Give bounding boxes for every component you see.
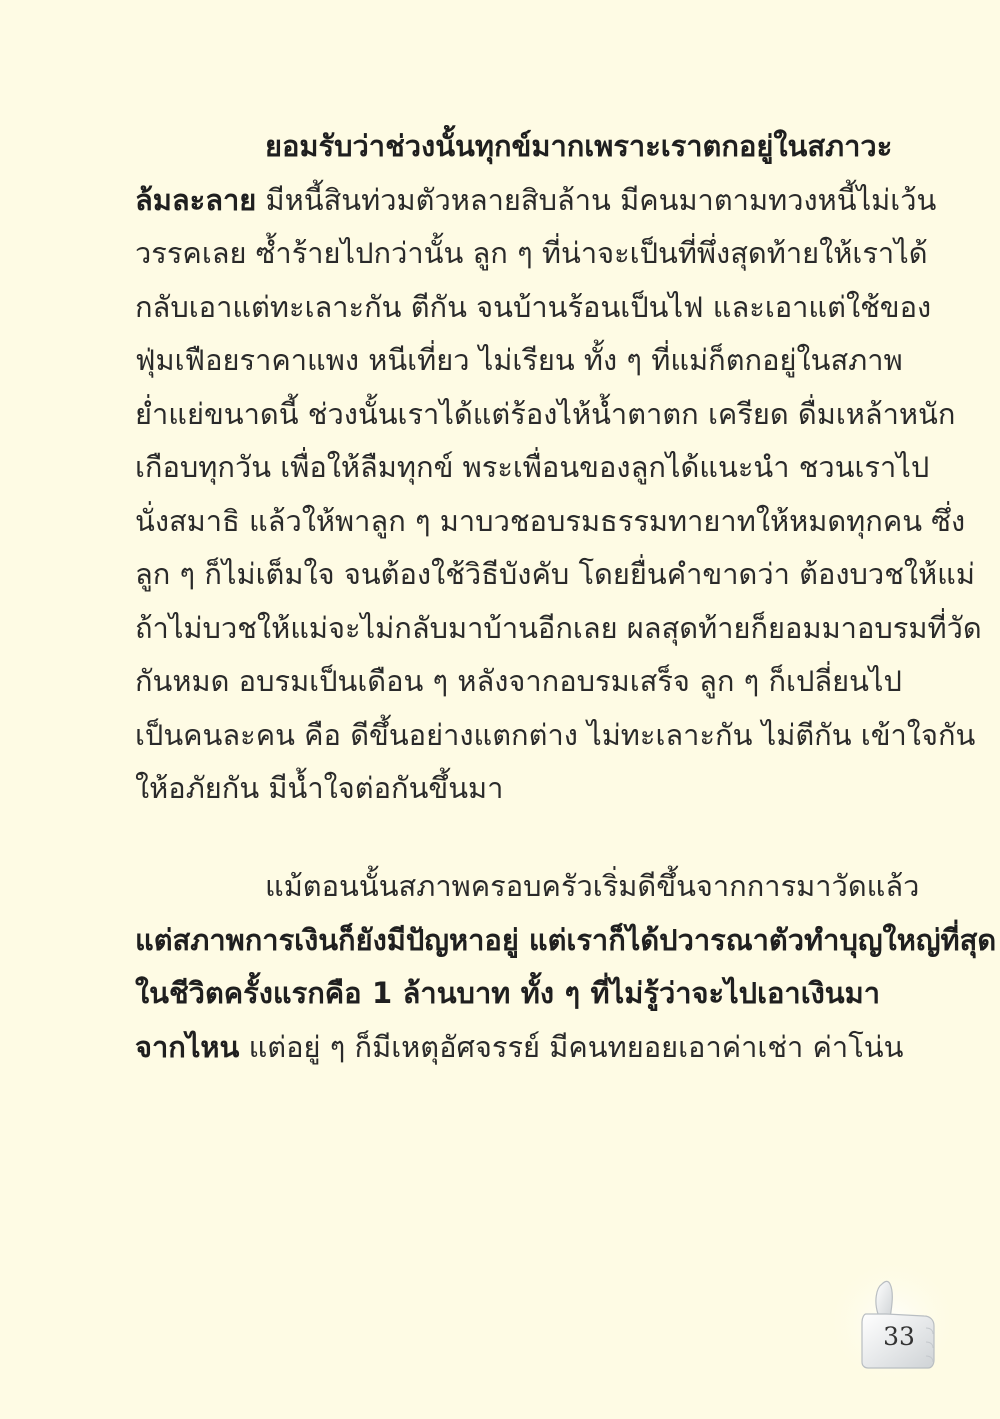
bold-text: จากไหน	[135, 1029, 240, 1064]
paragraph-1-line: วรรคเลย ซ้ำร้ายไปกว่านั้น ลูก ๆ ที่น่าจะเป็นที่พึ่งสุดท้ายให้เราได้	[135, 236, 928, 270]
body-text: มีหนี้สินท่วมตัวหลายสิบล้าน มีคนมาตามทวงหนี้ไม่เว้น	[256, 182, 937, 217]
paragraph-1-line: กันหมด อบรมเป็นเดือน ๆ หลังจากอบรมเสร็จ ลูก ๆ ก็เปลี่ยนไป	[135, 664, 902, 698]
bold-text: ล้มละลาย	[135, 182, 257, 217]
paragraph-2-line: แม้ตอนนั้นสภาพครอบครัวเริ่มดีขึ้นจากการมาวัดแล้ว	[265, 869, 920, 903]
paragraph-2-line: แต่สภาพการเงินก็ยังมีปัญหาอยู่ แต่เราก็ได้ปวารณาตัวทำบุญใหญ่ที่สุด	[135, 922, 997, 957]
paragraph-1	[135, 120, 982, 816]
paragraph-1-line: ฟุ่มเฟือยราคาแพง หนีเที่ยว ไม่เรียน ทั้ง ๆ ที่แม่ก็ตกอยู่ในสภาพ	[135, 343, 903, 377]
bold-text: ยอมรับว่าช่วงนั้นทุกข์มากเพราะเราตกอยู่ในสภาวะ	[265, 129, 893, 163]
paragraph-1-line: ย่ำแย่ขนาดนี้ ช่วงนั้นเราได้แต่ร้องไห้น้ำตาตก เครียด ดื่มเหล้าหนัก	[135, 396, 956, 431]
paragraph-2-line: ในชีวิตครั้งแรกคือ 1 ล้านบาท ทั้ง ๆ ที่ไม่รู้ว่าจะไปเอาเงินมา	[135, 976, 880, 1010]
paragraph-1-line	[135, 120, 893, 174]
paragraph-2-line	[135, 1021, 904, 1075]
paragraph-2	[135, 860, 997, 1074]
paragraph-1-line: เป็นคนละคน คือ ดีขึ้นอย่างแตกต่าง ไม่ทะเลาะกัน ไม่ตีกัน เข้าใจกัน	[135, 717, 976, 752]
paragraph-1-line: ให้อภัยกัน มีน้ำใจต่อกันขึ้นมา	[135, 771, 504, 805]
body-text: แต่อยู่ ๆ ก็มีเหตุอัศจรรย์ มีคนทยอยเอาค่าเช่า ค่าโน่น	[239, 1029, 904, 1064]
page-number: 33	[883, 1322, 915, 1351]
paragraph-1-line: เกือบทุกวัน เพื่อให้ลืมทุกข์ พระเพื่อนของลูกได้แนะนำ ชวนเราไป	[135, 450, 930, 484]
paragraph-1-line	[135, 174, 937, 228]
paragraph-1-line: นั่งสมาธิ แล้วให้พาลูก ๆ มาบวชอบรมธรรมทายาทให้หมดทุกคน ซึ่ง	[135, 503, 966, 538]
paragraph-1-line: ลูก ๆ ก็ไม่เต็มใจ จนต้องใช้วิธีบังคับ โดยยื่นคำขาดว่า ต้องบวชให้แม่	[135, 557, 975, 591]
paragraph-1-line: กลับเอาแต่ทะเลาะกัน ตีกัน จนบ้านร้อนเป็นไฟ และเอาแต่ใช้ของ	[135, 289, 932, 324]
paragraph-1-line: ถ้าไม่บวชให้แม่จะไม่กลับมาบ้านอีกเลย ผลสุดท้ายก็ยอมมาอบรมที่วัด	[135, 610, 982, 645]
